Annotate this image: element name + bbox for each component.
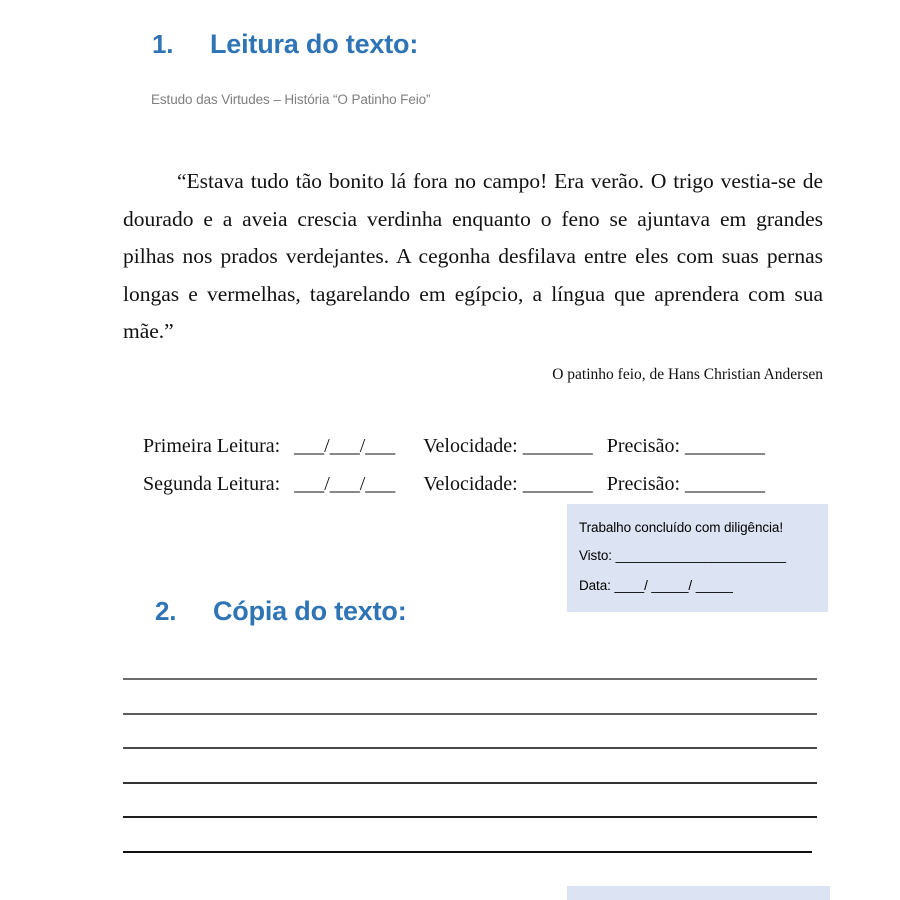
section-subtitle: Estudo das Virtudes – História “O Patinho Feio” [151,92,431,107]
copy-writing-line[interactable] [123,713,817,715]
callout-signature-blank[interactable]: _______________________ [615,548,786,563]
first-reading-accuracy-label: Precisão: [606,435,681,457]
section-heading-leitura [152,29,418,60]
copy-writing-line[interactable] [123,678,817,680]
section-number: 2. [155,596,177,626]
first-reading-date-blank[interactable]: ___/___/___ [294,435,396,457]
section-number: 1. [152,29,174,59]
callout-signature-label: Visto: [579,548,612,563]
section-title: Cópia do texto: [213,596,407,626]
next-callout-box-partial [567,886,830,900]
second-reading-speed-label: Velocidade: [423,473,518,495]
first-reading-speed-blank[interactable]: _______ [522,435,593,457]
section-heading-copia [155,596,407,627]
second-reading-label: Segunda Leitura: [143,473,281,495]
callout-headline: Trabalho concluído com diligência! [579,520,783,535]
copy-writing-line[interactable] [123,747,817,749]
copy-writing-line[interactable] [123,851,812,853]
section-title: Leitura do texto: [210,29,419,59]
first-reading-label: Primeira Leitura: [143,435,281,457]
first-reading-speed-label: Velocidade: [423,435,518,457]
copy-writing-line[interactable] [123,816,817,818]
passage-text: “Estava tudo tão bonito lá fora no campo! Era verão. O trigo vestia-se de dourado e a aveia crescia verdinha enquanto o feno se ajuntava em grandes pilhas nos prados verdejantes. A cegonha desfilava entre eles com suas pernas longas e vermelhas, tagarelando em egípcio, a língua que aprendera com sua mãe.” [123,169,823,343]
completion-callout-box [567,504,828,612]
callout-date-label: Data: [579,578,611,593]
first-reading-accuracy-blank[interactable]: ________ [685,435,766,457]
callout-signature-row [579,541,816,571]
second-reading-speed-blank[interactable]: _______ [522,473,593,495]
callout-date-row [579,571,816,601]
second-reading-accuracy-blank[interactable]: ________ [685,473,766,495]
second-reading-accuracy-label: Precisão: [606,473,681,495]
second-reading-date-blank[interactable]: ___/___/___ [294,473,396,495]
passage-attribution: O patinho feio, de Hans Christian Andersen [552,366,823,383]
copy-writing-line[interactable] [123,782,817,784]
callout-date-blank[interactable]: ____/ _____/ _____ [614,578,733,593]
